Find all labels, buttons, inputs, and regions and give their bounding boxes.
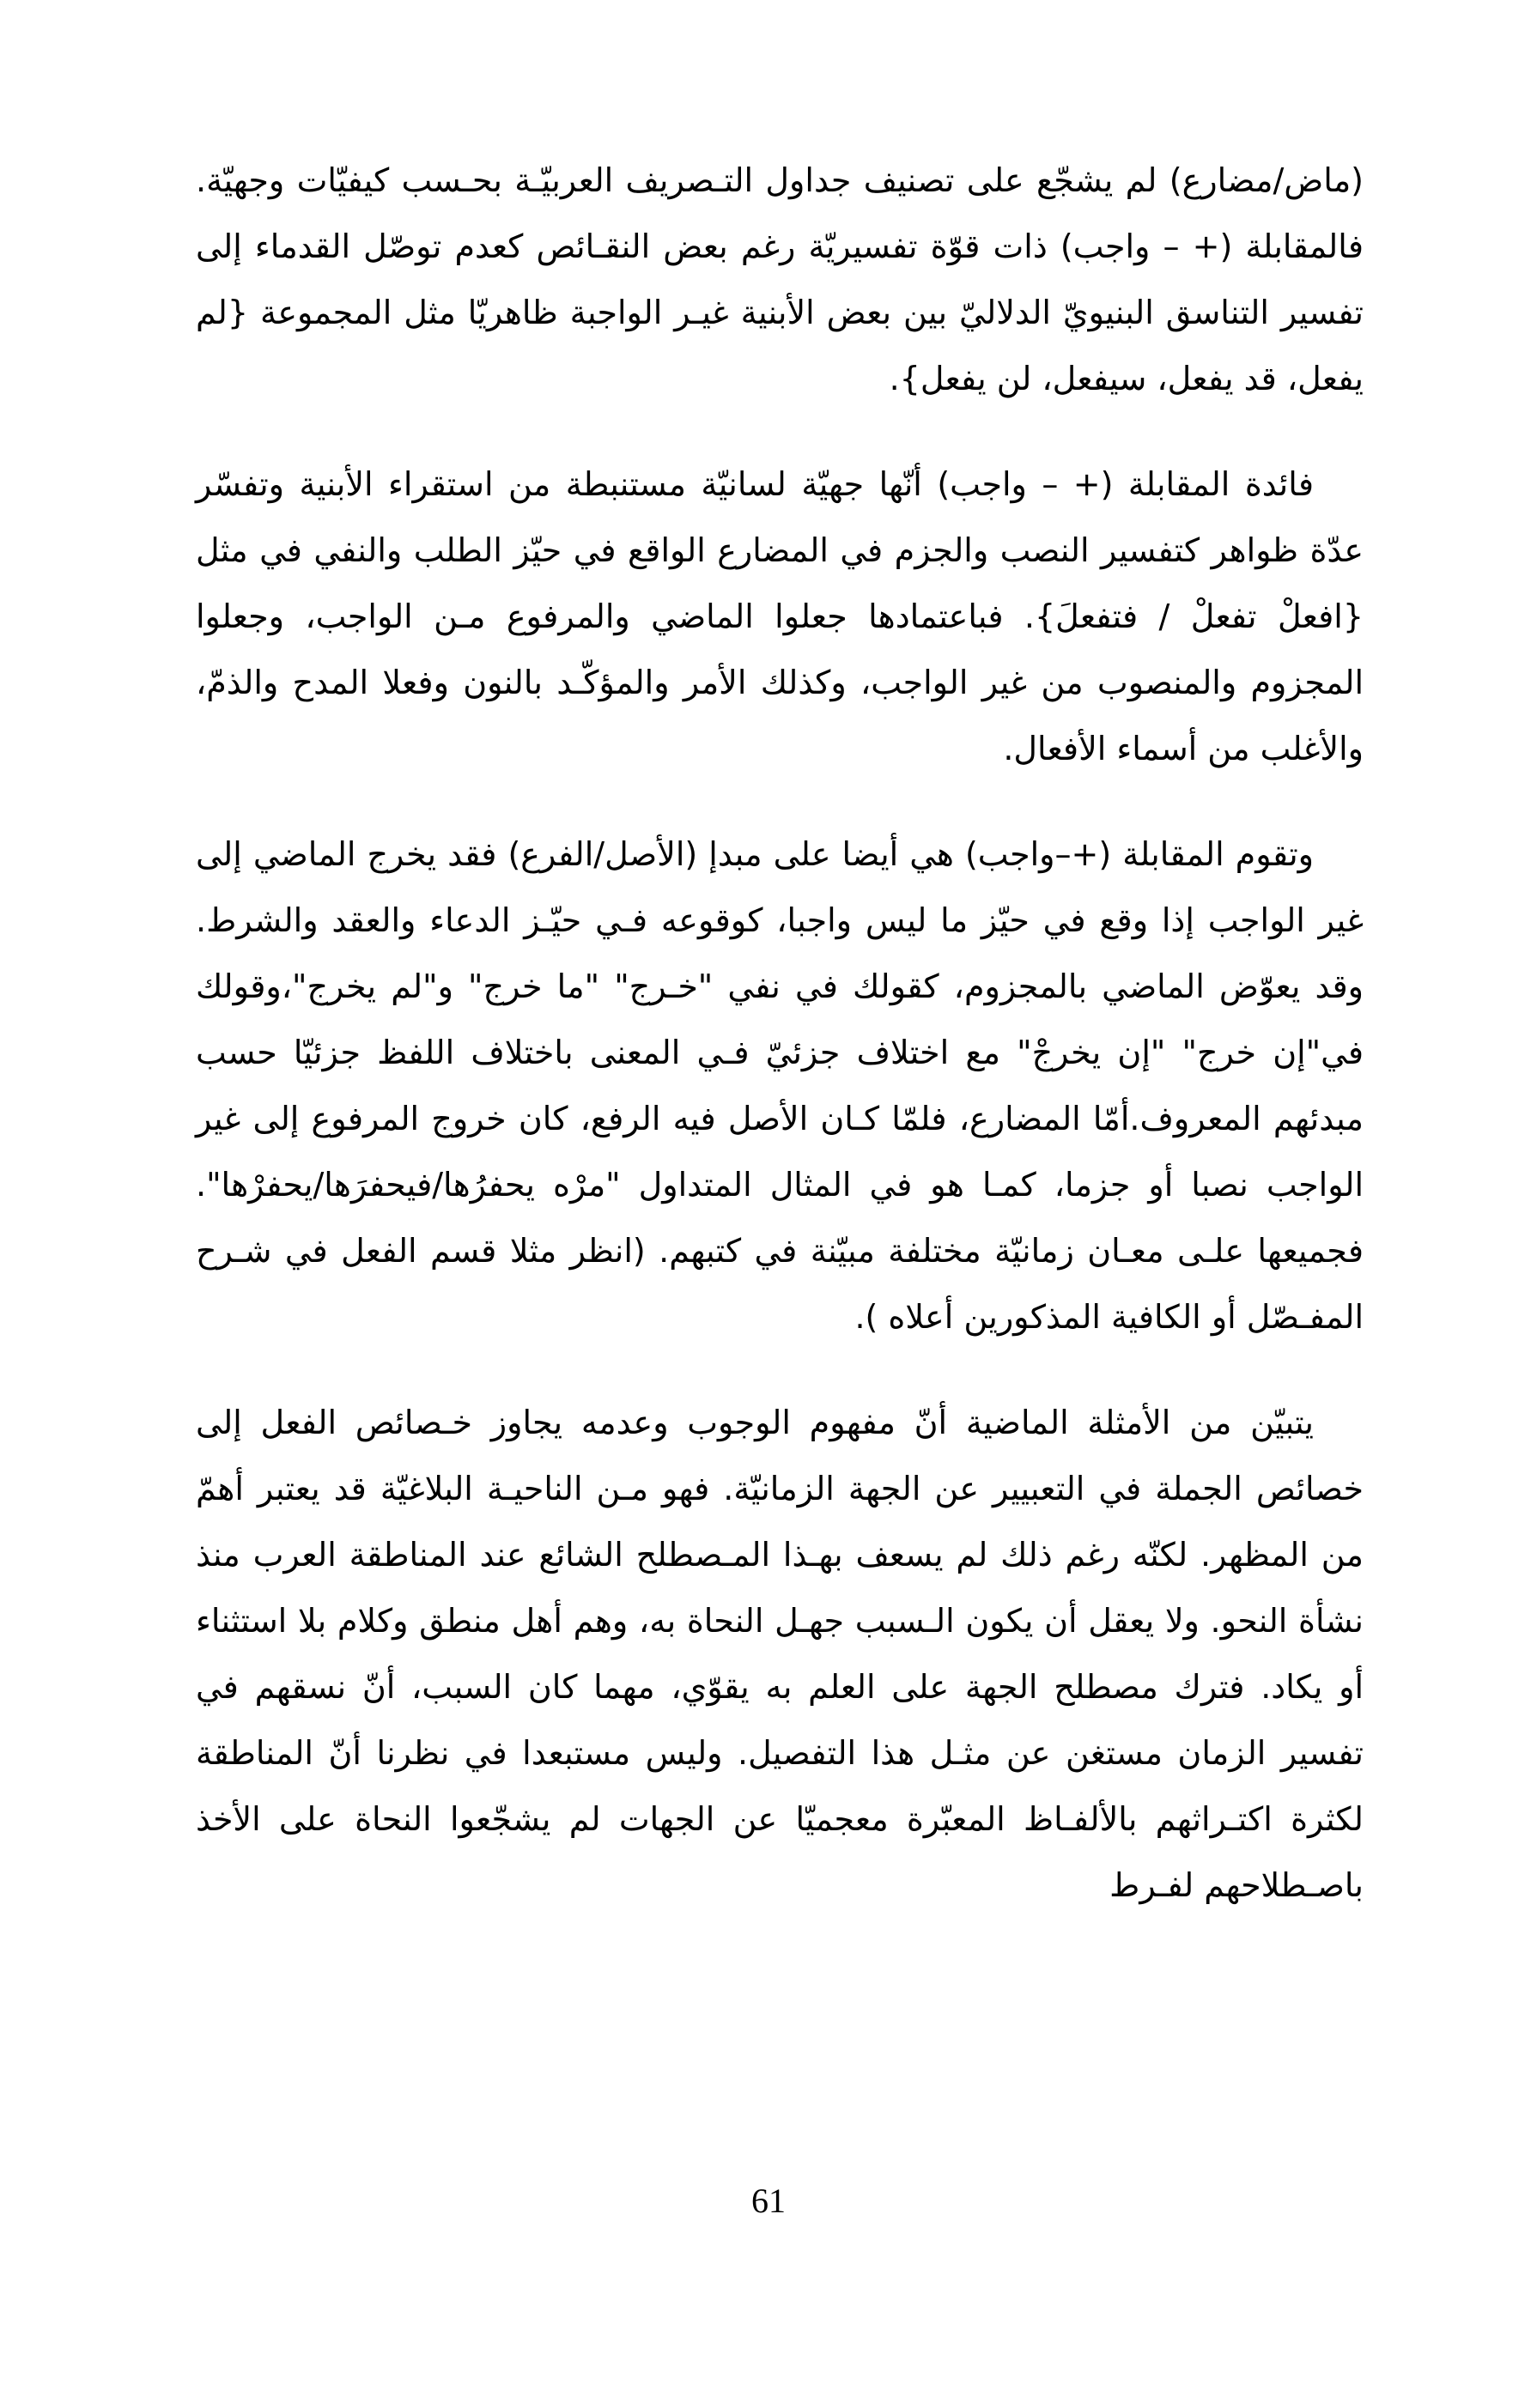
paragraph-4: يتبيّن من الأمثلة الماضية أنّ مفهوم الوجوب وعدمه يجاوز خـصائص الفعل إلى خصائص الجملة في التعبيير عن الجهة الزمانيّة. فهو مـن الناحيـة البلاغيّة قد يعتبر أهمّ من المظهر. لكنّه رغم ذلك لم يسعف بهـذا المـصطلح الشائع عند المناطقة العرب منذ نشأة النحو. ولا يعقل أن يكون الـسبب جهـل النحاة به، وهم أهل منطق وكلام بلا استثناء أو يكاد. فترك مصطلح الجهة على العلم به يقوّي، مهما كان السبب، أنّ نسقهم في تفسير الزمان مستغن عن مثـل هذا التفصيل. وليس مستبعدا في نظرنا أنّ المناطقة لكثرة اكتـراثهم بالألفـاظ المعبّرة معجميّا عن الجهات لم يشجّعوا النحاة على الأخذ باصـطلاحهم لفـرط <box>196 1404 1364 1904</box>
paragraph-1: (ماض/مضارع) لم يشجّع على تصنيف جداول التـصريف العربيّـة بحـسب كيفيّات وجهيّة. فالمقابلة (+ – واجب) ذات قوّة تفسيريّة رغم بعض النقـائص كعدم توصّل القدماء إلى تفسير التناسق البنيويّ الدلاليّ بين بعض الأبنية غيـر الواجبة ظاهريّا مثل المجموعة {لم يفعل، قد يفعل، سيفعل، لن يفعل}. <box>196 161 1364 397</box>
paragraph-3: وتقوم المقابلة (+–واجب) هي أيضا على مبدإ (الأصل/الفرع) فقد يخرج الماضي إلى غير الواجب إذا وقع في حيّز ما ليس واجبا، كوقوعه فـي حيّـز الدعاء والعقد والشرط. وقد يعوّض الماضي بالمجزوم، كقولك في نفي "خـرج" "ما خرج" و"لم يخرج"،وقولك في"إن خرج" "إن يخرجْ" مع اختلاف جزئيّ فـي المعنى باختلاف اللفظ جزئيّا حسب مبدئهم المعروف.أمّا المضارع، فلمّا كـان الأصل فيه الرفع، كان خروج المرفوع إلى غير الواجب نصبا أو جزما، كمـا هو في المثال المتداول "مرْه يحفرُها/فيحفرَها/يحفرْها". فجميعها علـى معـان زمانيّة مختلفة مبيّنة في كتبهم. (انظر مثلا قسم الفعل في شـرح المفـصّل أو الكافية المذكورين أعلاه ). <box>196 835 1364 1336</box>
body-text <box>196 148 1364 1958</box>
page-number: 61 <box>751 2181 786 2220</box>
paragraph-2: فائدة المقابلة (+ – واجب) أنّها جهيّة لسانيّة مستنبطة من استقراء الأبنية وتفسّر عدّة ظواهر كتفسير النصب والجزم في المضارع الواقع في حيّز الطلب والنفي في مثل {افعلْ تفعلْ / فتفعلَ}. فباعتمادها جعلوا الماضي والمرفوع مـن الواجب، وجعلوا المجزوم والمنصوب من غير الواجب، وكذلك الأمر والمؤكّـد بالنون وفعلا المدح والذمّ، والأغلب من أسماء الأفعال. <box>196 465 1364 767</box>
